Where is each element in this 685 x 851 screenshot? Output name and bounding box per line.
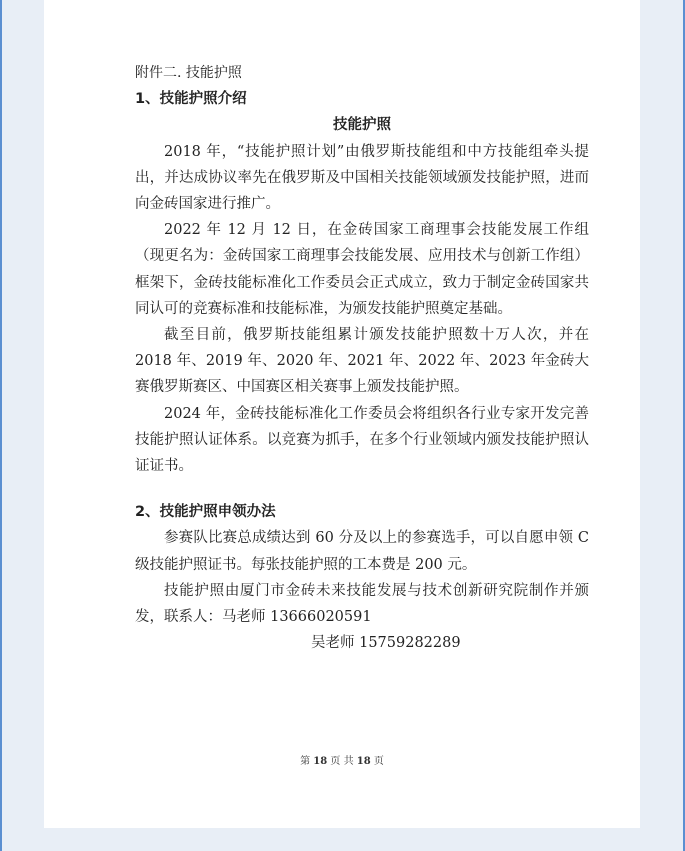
section-2-heading: 2、技能护照申领办法 bbox=[135, 504, 276, 521]
footer-prefix: 第 bbox=[300, 756, 311, 767]
section-1-center-title: 技能护照 bbox=[333, 117, 391, 134]
attachment-label: 附件二. 技能护照 bbox=[135, 65, 242, 81]
paragraph: 2018 年，“技能护照计划”由俄罗斯技能组和中方技能组牵头提出，并达成协议率先在俄罗斯及中国相关技能领域颁发技能护照，进而向金砖国家进行推广。 bbox=[135, 143, 589, 213]
document-page bbox=[44, 0, 640, 828]
paragraph: 参赛队比赛总成绩达到 60 分及以上的参赛选手，可以自愿申领 C 级技能护照证书。每张技能护照的工本费是 200 元。 bbox=[135, 530, 589, 573]
footer-total-pages: 18 bbox=[356, 756, 371, 767]
paragraph: 2022 年 12 月 12 日，在金砖国家工商理事会技能发展工作组（现更名为：金砖国家工商理事会技能发展、应用技术与创新工作组）框架下，金砖技能标准化工作委员会正式成立，致力于制定金砖国家共同认可的竞赛标准和技能标准，为颁发技能护照奠定基础。 bbox=[135, 222, 589, 317]
footer-mid: 页 共 bbox=[330, 756, 354, 767]
paragraph: 2024 年，金砖技能标准化工作委员会将组织各行业专家开发完善技能护照认证体系。以竞赛为抓手，在多个行业领域内颁发技能护照认证证书。 bbox=[135, 405, 589, 475]
paragraph: 截至目前，俄罗斯技能组累计颁发技能护照数十万人次，并在 2018 年、2019 年、2020 年、2021 年、2022 年、2023 年金砖大赛俄罗斯赛区、中国赛区相关赛事上颁发技能护照。 bbox=[135, 327, 589, 396]
section-1-heading: 1、技能护照介绍 bbox=[135, 91, 247, 108]
page-content bbox=[135, 60, 589, 656]
footer-suffix: 页 bbox=[373, 756, 384, 767]
page-footer bbox=[44, 752, 640, 767]
section-gap bbox=[135, 479, 589, 499]
footer-page-number: 18 bbox=[313, 756, 328, 767]
paragraph: 技能护照由厦门市金砖未来技能发展与技术创新研究院制作并颁发，联系人：马老师 13666020591 bbox=[135, 582, 589, 626]
contact-line-2: 吴老师 15759282289 bbox=[311, 635, 461, 652]
